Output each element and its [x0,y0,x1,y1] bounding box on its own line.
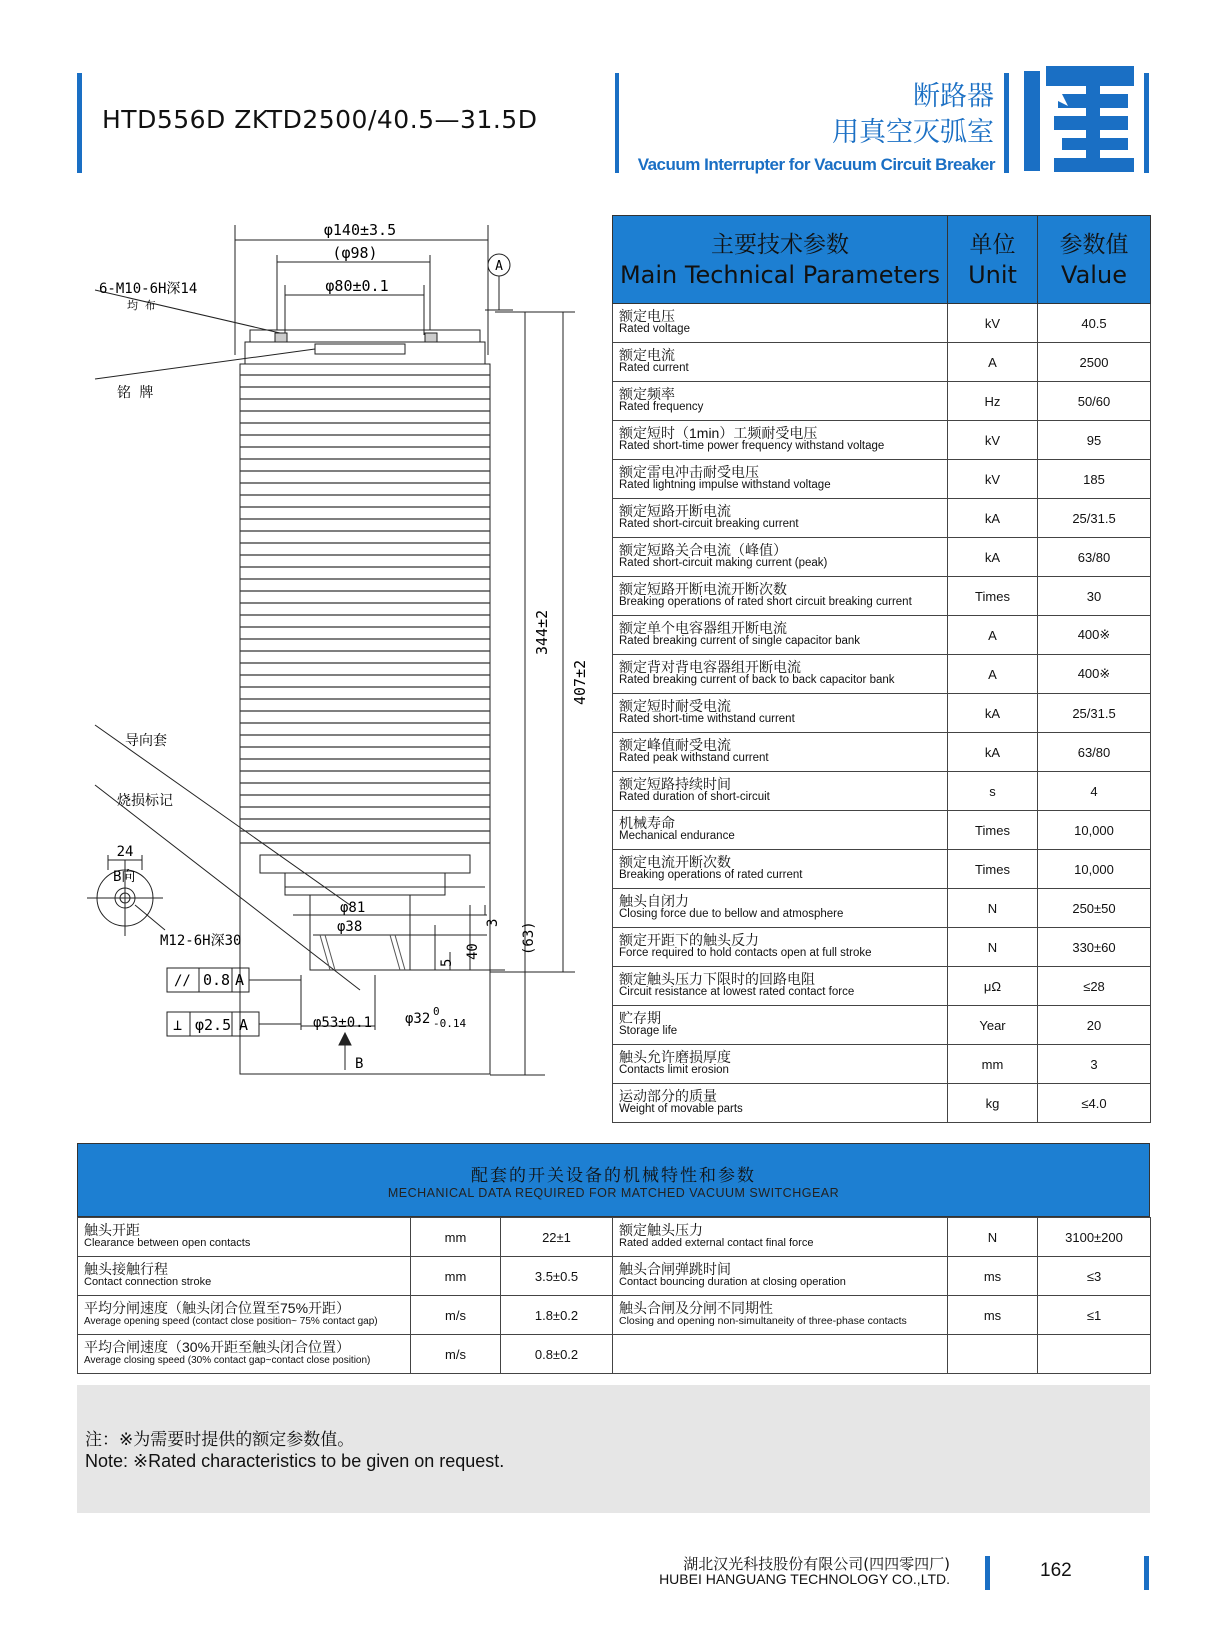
head-unit-cn: 单位 [969,231,1016,258]
param-unit: Hz [948,382,1038,421]
dim-32-tol-lower: -0.14 [433,1017,467,1030]
param-value: 330±60 [1038,928,1151,967]
head-name-cn: 主要技术参数 [711,231,849,258]
model-title: HTD556D ZKTD2500/40.5—31.5D [102,105,538,134]
footer-company-en: HUBEI HANGUANG TECHNOLOGY CO.,LTD. [659,1571,950,1587]
mech-unit-left: m/s [411,1296,501,1335]
tol-perp-symbol: ⊥ [173,1016,183,1034]
param-name [613,733,948,772]
arrow-b-label: B [355,1056,364,1072]
param-name-en: Rated breaking current of back to back capacitor bank [619,674,895,686]
mech-value-left: 0.8±0.2 [501,1335,613,1374]
mech-right-en: Rated added external contact final force [619,1237,814,1249]
param-value: 40.5 [1038,304,1151,343]
mech-left-en: Average opening speed (contact close position~ 75% contact gap) [84,1316,378,1327]
logo-left-bar [1004,73,1009,173]
nameplate-label: 铭 牌 [117,385,154,401]
param-name-cn: 额定短路关合电流（峰值） [619,542,787,558]
param-unit: kA [948,733,1038,772]
table-row [613,928,1151,967]
param-value: 50/60 [1038,382,1151,421]
param-name [613,928,948,967]
mech-name-right [613,1218,948,1257]
mech-unit-right [948,1335,1038,1374]
mech-name-right [613,1335,948,1374]
param-name-en: Rated short-time power frequency withstand voltage [619,440,885,452]
mech-unit-left: mm [411,1257,501,1296]
param-name [613,421,948,460]
mech-right-cn: 触头合闸弹跳时间 [619,1261,731,1277]
dim-24-label: 24 [116,844,134,860]
mech-value-right [1038,1335,1151,1374]
mech-value-left: 1.8±0.2 [501,1296,613,1335]
table-row [613,1084,1151,1123]
param-name-cn: 额定电流 [619,347,675,363]
param-unit: kA [948,538,1038,577]
table-row [613,460,1151,499]
m12-label: M12-6H深30 [160,933,242,949]
table-row [613,382,1151,421]
mech-right-cn: 触头合闸及分闸不同期性 [619,1300,773,1316]
tol-perp-value: φ2.5 [195,1016,232,1034]
param-name-en: Storage life [619,1025,678,1037]
table-row [613,772,1151,811]
param-name-cn: 额定短时耐受电流 [619,698,731,714]
param-unit: Times [948,577,1038,616]
param-value: ≤4.0 [1038,1084,1151,1123]
param-name-cn: 额定短路持续时间 [619,776,731,792]
nameplate [315,344,405,354]
mech-title-cn: 配套的开关设备的机械特性和参数 [471,1166,756,1186]
param-value: 185 [1038,460,1151,499]
mech-left-en: Average closing speed (30% contact gap~contact close position) [84,1355,371,1366]
footer-company-cn: 湖北汉光科技股份有限公司(四四零四厂) [683,1555,950,1573]
dim-32-label: φ32 [405,1011,431,1027]
param-name-en: Force required to hold contacts open at full stroke [619,947,872,959]
footer-left-bar [985,1556,990,1590]
title-en: Vacuum Interrupter for Vacuum Circuit Breaker [637,155,995,174]
param-unit: kA [948,499,1038,538]
mech-name-right [613,1257,948,1296]
param-name-en: Breaking operations of rated current [619,869,803,881]
param-name-en: Mechanical endurance [619,830,735,842]
mech-header [77,1143,1150,1217]
params-table [612,215,1151,1123]
mech-unit-left: mm [411,1218,501,1257]
head-value-cn: 参数值 [1059,231,1129,258]
table-row [613,694,1151,733]
table-row [78,1335,1151,1374]
mech-left-cn: 平均分闸速度（触头闭合位置至75%开距） [84,1300,351,1316]
param-value: 2500 [1038,343,1151,382]
param-name-cn: 额定开距下的触头反力 [619,932,759,948]
param-value: 400※ [1038,655,1151,694]
param-unit: kV [948,460,1038,499]
page-number: 162 [1040,1560,1072,1581]
mech-left-cn: 触头接触行程 [84,1261,168,1277]
table-row [613,538,1151,577]
param-name-cn: 额定电压 [619,308,675,324]
params-head-name [613,216,948,304]
param-name [613,499,948,538]
param-name-cn: 额定电流开断次数 [619,854,731,870]
param-name-en: Rated short-circuit breaking current [619,518,799,530]
tol-parallel-ref: A [235,971,245,989]
table-row [613,616,1151,655]
dim-80-label: φ80±0.1 [325,277,389,295]
table-row [613,499,1151,538]
param-name-cn: 机械寿命 [619,815,675,831]
param-value: 25/31.5 [1038,694,1151,733]
mech-name-left [78,1296,411,1335]
head-value-en: Value [1061,260,1127,289]
param-name-cn: 额定峰值耐受电流 [619,737,731,753]
dim-32-tol-upper: 0 [433,1005,440,1018]
param-unit: μΩ [948,967,1038,1006]
mech-left-en: Contact connection stroke [84,1276,212,1288]
param-name-en: Rated voltage [619,323,690,335]
guide-label: 导向套 [125,733,167,749]
param-name [613,616,948,655]
param-name-cn: 额定触头压力下限时的回路电阻 [619,971,815,987]
mech-value-left: 22±1 [501,1218,613,1257]
param-value: 63/80 [1038,733,1151,772]
param-unit: A [948,343,1038,382]
param-name-en: Rated duration of short-circuit [619,791,770,803]
mech-name-left [78,1335,411,1374]
param-name-cn: 额定单个电容器组开断电流 [619,620,787,636]
dim-outer-label: φ140±3.5 [323,221,397,239]
params-head-value [1038,216,1151,304]
param-name-en: Weight of movable parts [619,1103,743,1115]
param-name-en: Rated peak withstand current [619,752,769,764]
mech-value-right: ≤3 [1038,1257,1151,1296]
param-unit: Times [948,850,1038,889]
tol-perp-ref: A [239,1016,249,1034]
table-row [613,421,1151,460]
param-name-en: Rated frequency [619,401,704,413]
param-unit: kV [948,304,1038,343]
head-name-en: Main Technical Parameters [619,260,941,289]
params-header-row [613,216,1151,304]
mech-unit-right: ms [948,1296,1038,1335]
logo-right-bar [1144,73,1149,173]
param-value: 63/80 [1038,538,1151,577]
param-name-cn: 额定背对背电容器组开断电流 [619,659,801,675]
b-view-label: B向 [113,869,136,885]
param-unit: A [948,655,1038,694]
param-name [613,694,948,733]
param-name-cn: 额定短路开断电流 [619,503,731,519]
param-name-cn: 触头自闭力 [619,893,689,909]
param-unit: N [948,889,1038,928]
param-name-cn: 额定短路开断电流开断次数 [619,581,787,597]
tol-parallel-value: 0.8 [203,971,231,989]
table-row [613,967,1151,1006]
param-name-cn: 额定雷电冲击耐受电压 [619,464,759,480]
table-row [613,1006,1151,1045]
mech-title-en: MECHANICAL DATA REQUIRED FOR MATCHED VACUUM SWITCHGEAR [387,1186,840,1200]
datum-a-label: A [495,259,503,274]
param-unit: kV [948,421,1038,460]
table-row [78,1296,1151,1335]
dim-407-label: 407±2 [571,659,589,705]
param-value: 400※ [1038,616,1151,655]
param-value: 95 [1038,421,1151,460]
title-cn-line2: 用真空灭弧室 [832,117,994,148]
mech-unit-right: ms [948,1257,1038,1296]
mech-unit-right: N [948,1218,1038,1257]
table-row [613,850,1151,889]
param-value: 25/31.5 [1038,499,1151,538]
param-value: 250±50 [1038,889,1151,928]
logo-mark [1024,66,1134,174]
param-name [613,967,948,1006]
param-name-en: Circuit resistance at lowest rated contact force [619,986,855,998]
param-unit: kA [948,694,1038,733]
dim-98-label: (φ98) [332,244,378,262]
table-row [613,655,1151,694]
dim-5-label: 5 [439,958,455,967]
param-value: 4 [1038,772,1151,811]
param-name-cn: 额定频率 [619,386,675,402]
dim-53-label: φ53±0.1 [313,1015,373,1031]
top-plate [245,342,485,364]
param-unit: mm [948,1045,1038,1084]
param-name [613,1045,948,1084]
param-name [613,811,948,850]
param-name [613,460,948,499]
header-left-bar [77,73,82,173]
mech-name-left [78,1218,411,1257]
dim-63-label: (63) [521,921,537,955]
table-row [613,733,1151,772]
note-en: Note: ※Rated characteristics to be given on request. [85,1451,505,1471]
title-cn-line1: 断路器 [913,81,994,112]
technical-drawing [75,215,605,1140]
mech-left-cn: 平均合闸速度（30%开距至触头闭合位置） [84,1339,351,1355]
mech-table [77,1217,1151,1374]
param-name [613,304,948,343]
table-row [613,304,1151,343]
tol-parallel-symbol: // [174,973,191,989]
bolt-sub-label: 均 布 [127,299,156,312]
mech-name-left [78,1257,411,1296]
param-unit: A [948,616,1038,655]
table-row [613,811,1151,850]
dim-40-label: 40 [465,943,481,960]
mech-unit-left: m/s [411,1335,501,1374]
param-name-cn: 运动部分的质量 [619,1088,717,1104]
dim-81-label: φ81 [340,900,366,916]
param-name-cn: 贮存期 [619,1010,661,1026]
param-name-en: Rated lightning impulse withstand voltage [619,479,831,491]
param-name-en: Rated current [619,362,689,374]
param-value: 3 [1038,1045,1151,1084]
footer-right-bar [1144,1556,1149,1590]
mech-left-cn: 触头开距 [84,1222,140,1238]
mech-right-cn: 额定触头压力 [619,1222,703,1238]
table-row [78,1257,1151,1296]
mech-value-right: 3100±200 [1038,1218,1151,1257]
bolt-label: 6-M10-6H深14 [99,281,198,297]
table-row [613,577,1151,616]
param-name [613,343,948,382]
param-name-cn: 额定短时（1min）工频耐受电压 [619,425,818,441]
param-name [613,538,948,577]
mech-value-right: ≤1 [1038,1296,1151,1335]
note-cn: 注：※为需要时提供的额定参数值。 [85,1430,355,1450]
param-value: 10,000 [1038,850,1151,889]
param-name [613,889,948,928]
table-row [613,343,1151,382]
param-name-en: Breaking operations of rated short circuit breaking current [619,596,912,608]
mech-right-en: Contact bouncing duration at closing operation [619,1276,846,1288]
param-value: ≤28 [1038,967,1151,1006]
dim-344-label: 344±2 [533,609,551,655]
param-name-en: Rated short-time withstand current [619,713,795,725]
param-name-cn: 触头允许磨损厚度 [619,1049,731,1065]
param-unit: Year [948,1006,1038,1045]
param-name [613,772,948,811]
param-value: 20 [1038,1006,1151,1045]
param-name [613,382,948,421]
mech-right-en: Closing and opening non-simultaneity of three-phase contacts [619,1315,907,1327]
param-name [613,1006,948,1045]
param-name-en: Rated breaking current of single capacitor bank [619,635,861,647]
insulator-ribs [240,375,490,843]
param-name-en: Closing force due to bellow and atmosphere [619,908,844,920]
param-name [613,1084,948,1123]
dim-38-label: φ38 [337,919,363,935]
param-unit: s [948,772,1038,811]
param-value: 30 [1038,577,1151,616]
param-unit: N [948,928,1038,967]
param-name [613,655,948,694]
param-name-en: Rated short-circuit making current (peak) [619,557,828,569]
param-name-en: Contacts limit erosion [619,1064,729,1076]
mech-name-right [613,1296,948,1335]
dim-3-label: 3 [485,918,501,927]
burn-label: 烧损标记 [117,793,173,809]
mech-value-left: 3.5±0.5 [501,1257,613,1296]
params-head-unit [948,216,1038,304]
param-name [613,577,948,616]
head-unit-en: Unit [968,260,1017,289]
table-row [613,1045,1151,1084]
param-unit: kg [948,1084,1038,1123]
param-name [613,850,948,889]
mech-left-en: Clearance between open contacts [84,1237,251,1249]
table-row [78,1218,1151,1257]
table-row [613,889,1151,928]
param-value: 10,000 [1038,811,1151,850]
param-unit: Times [948,811,1038,850]
logo [1024,66,1134,174]
